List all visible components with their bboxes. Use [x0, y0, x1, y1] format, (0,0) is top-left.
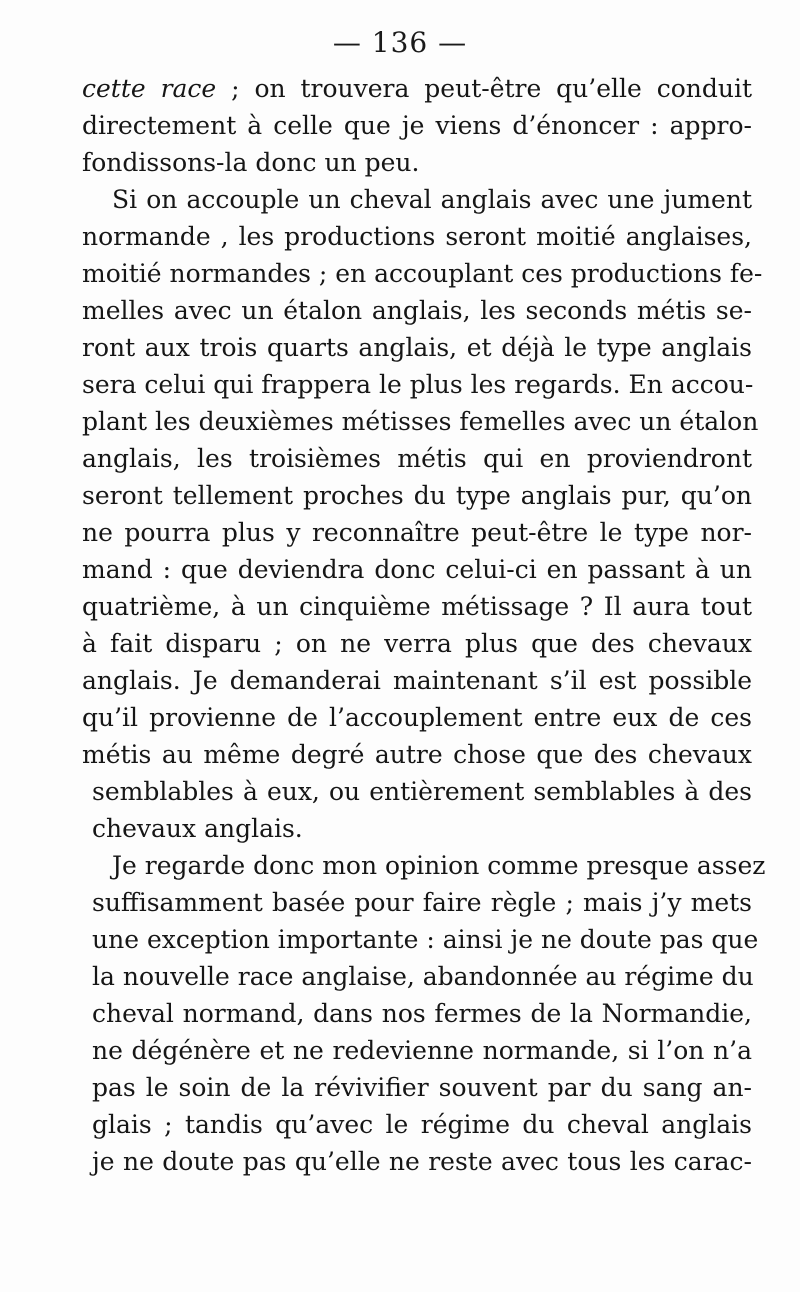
line-text: ; on trouvera peut-être qu’elle conduit [216, 74, 752, 103]
text-line: seront tellement proches du type anglais pur, qu’on [82, 481, 752, 510]
text-line: suffisamment basée pour faire règle ; mais j’y mets [92, 888, 752, 917]
text-line: métis au même degré autre chose que des chevaux [82, 740, 752, 769]
text-line: cheval normand, dans nos fermes de la Normandie, [92, 999, 752, 1028]
text-line [82, 70, 752, 107]
text-line: la nouvelle race anglaise, abandonnée au régime du [92, 962, 754, 991]
text-line: plant les deuxièmes métisses femelles avec un étalon [82, 407, 759, 436]
paragraph-start-line: Je regarde donc mon opinion comme presque assez [112, 851, 766, 880]
text-line: à fait disparu ; on ne verra plus que des chevaux [82, 629, 752, 658]
text-line: fondissons-la donc un peu. [82, 148, 420, 177]
text-line: anglais. Je demanderai maintenant s’il est possible [82, 666, 752, 695]
text-line: anglais, les troisièmes métis qui en proviendront [82, 444, 752, 473]
text-line: moitié normandes ; en accouplant ces productions fe- [82, 259, 763, 288]
text-line: normande , les productions seront moitié anglaises, [82, 222, 752, 251]
italic-phrase: cette race [82, 74, 217, 103]
text-line: melles avec un étalon anglais, les seconds métis se- [82, 296, 752, 325]
text-line: qu’il provienne de l’accouplement entre eux de ces [82, 703, 752, 732]
text-line: ront aux trois quarts anglais, et déjà le type anglais [82, 333, 752, 362]
text-line: semblables à eux, ou entièrement semblables à des [92, 777, 752, 806]
body-text [82, 70, 766, 1180]
text-line: je ne doute pas qu’elle ne reste avec tous les carac- [92, 1147, 752, 1176]
text-line: pas le soin de la révivifier souvent par du sang an- [92, 1073, 752, 1102]
text-line: une exception importante : ainsi je ne doute pas que [92, 925, 759, 954]
text-line: quatrième, à un cinquième métissage ? Il aura tout [82, 592, 752, 621]
text-line: directement à celle que je viens d’énoncer : appro- [82, 111, 752, 140]
text-line: sera celui qui frappera le plus les regards. En accou- [82, 370, 754, 399]
text-line: mand : que deviendra donc celui-ci en passant à un [82, 555, 752, 584]
text-line: ne dégénère et ne redevienne normande, si l’on n’a [92, 1036, 752, 1065]
text-line: glais ; tandis qu’avec le régime du cheval anglais [92, 1110, 752, 1139]
text-line: ne pourra plus y reconnaître peut-être le type nor- [82, 518, 752, 547]
text-line: chevaux anglais. [92, 814, 303, 843]
page-number: — 136 — [332, 26, 468, 59]
paragraph-start-line: Si on accouple un cheval anglais avec une jument [112, 185, 752, 214]
